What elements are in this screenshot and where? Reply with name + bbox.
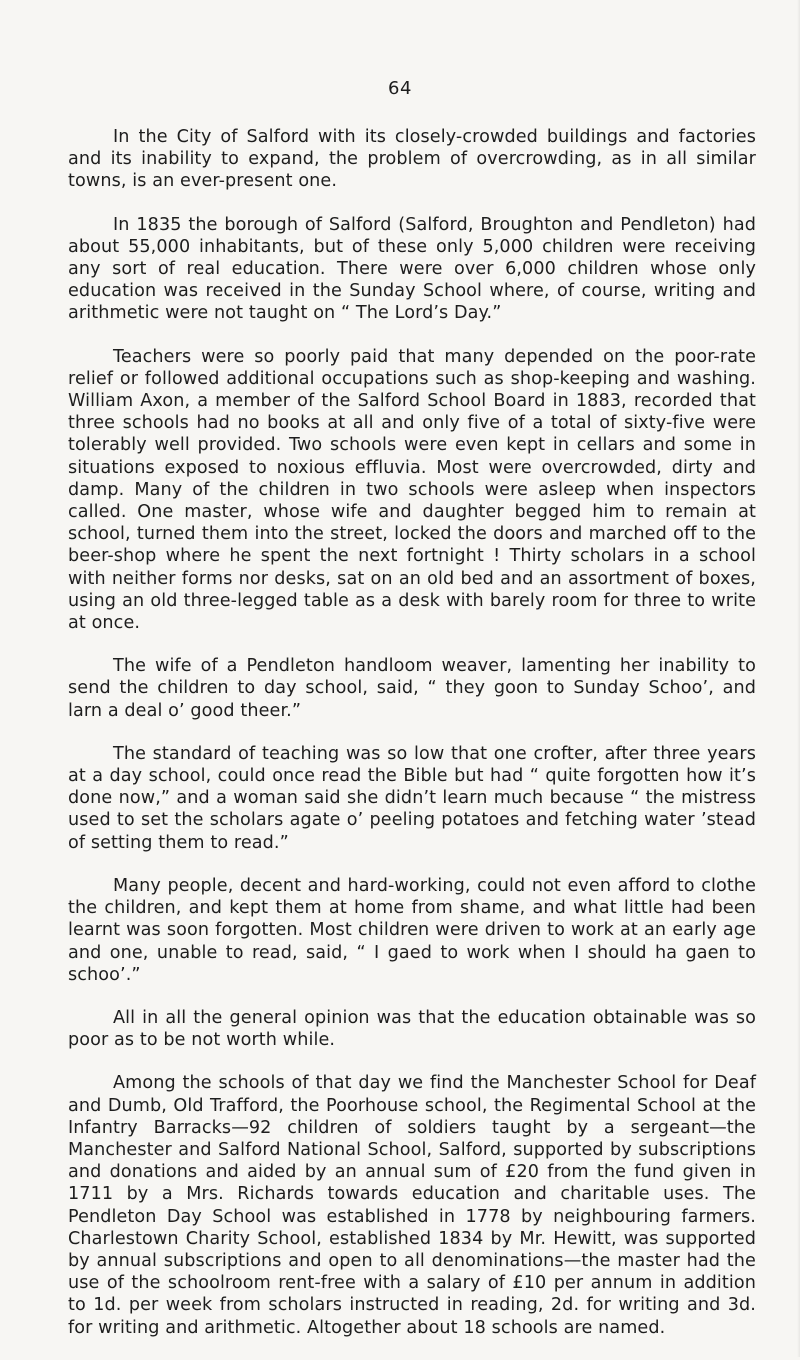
paragraph-teaching-standard: The standard of teaching was so low that one crofter, after three years at a day school, could once read the Bible but had “ quite forgotten how it’s done now,” and a woman said she didn’t learn much because “ the mistress used to set the scholars agate o’ peeling potatoes and fetching water ’stead of setting them to read.” [68,743,756,853]
paragraph-handloom-weaver: The wife of a Pendleton handloom weaver, lamenting her inability to send the children to day school, said, “ they goon to Sunday Schoo’, and larn a deal o’ good theer.” [68,656,756,721]
paragraph-1835-education: In 1835 the borough of Salford (Salford, Broughton and Pendleton) had about 55,000 inhabitants, but of these only 5,000 children were receiving any sort of real education. There were over 6,000 children whose only education was received in the Sunday School where, of course, writing and arithmetic were not taught on “ The Lord’s Day.” [68,214,756,324]
paragraph-schools-list: Among the schools of that day we find the Manchester School for Deaf and Dumb, Old Trafford, the Poorhouse school, the Regimental School at the Infantry Barracks—92 children of soldiers taught by a sergeant—the Manchester and Salford National School, Salford, supported by subscriptions and donations and aided by an annual sum of £20 from the fund given in 1711 by a Mrs. Richards towards education and charitable uses. The Pendleton Day School was established in 1778 by neighbouring farmers. Charlestown Charity School, established 1834 by Mr. Hewitt, was supported by annual subscriptions and open to all denominations—the master had the use of the schoolroom rent-free with a salary of £10 per annum in addition to 1d. per week from scholars instructed in reading, 2d. for writing and 3d. for writing and arithmetic. Altogether about 18 schools are named. [68,1073,756,1338]
paragraph-teachers-pay: Teachers were so poorly paid that many depended on the poor-rate relief or followed additional occupations such as shop-keeping and washing. William Axon, a member of the Salford School Board in 1883, recorded that three schools had no books at all and only five of a total of sixty-five were tolerably well provided. Two schools were even kept in cellars and some in situations exposed to noxious effluvia. Most were overcrowded, dirty and damp. Many of the children in two schools were asleep when inspectors called. One master, whose wife and daughter begged him to remain at school, turned them into the street, locked the doors and marched off to the beer-shop where he spent the next fortnight ! Thirty scholars in a school with neither forms nor desks, sat on an old bed and an assortment of boxes, using an old three-legged table as a desk with barely room for three to write at once. [68,346,756,634]
paragraph-general-opinion: All in all the general opinion was that the education obtainable was so poor as to be not worth while. [68,1007,756,1051]
paragraph-clothing-children: Many people, decent and hard-working, could not even afford to clothe the children, and kept them at home from shame, and what little had been learnt was soon forgotten. Most children were driven to work at an early age and one, unable to read, said, “ I gaed to work when I should ha gaen to schoo’.” [68,875,756,985]
page-number: 64 [388,78,412,99]
paragraph-salford-overcrowding: In the City of Salford with its closely-crowded buildings and factories and its inability to expand, the problem of overcrowding, as in all similar towns, is an ever-present one. [68,127,756,192]
body-text [68,126,756,1360]
